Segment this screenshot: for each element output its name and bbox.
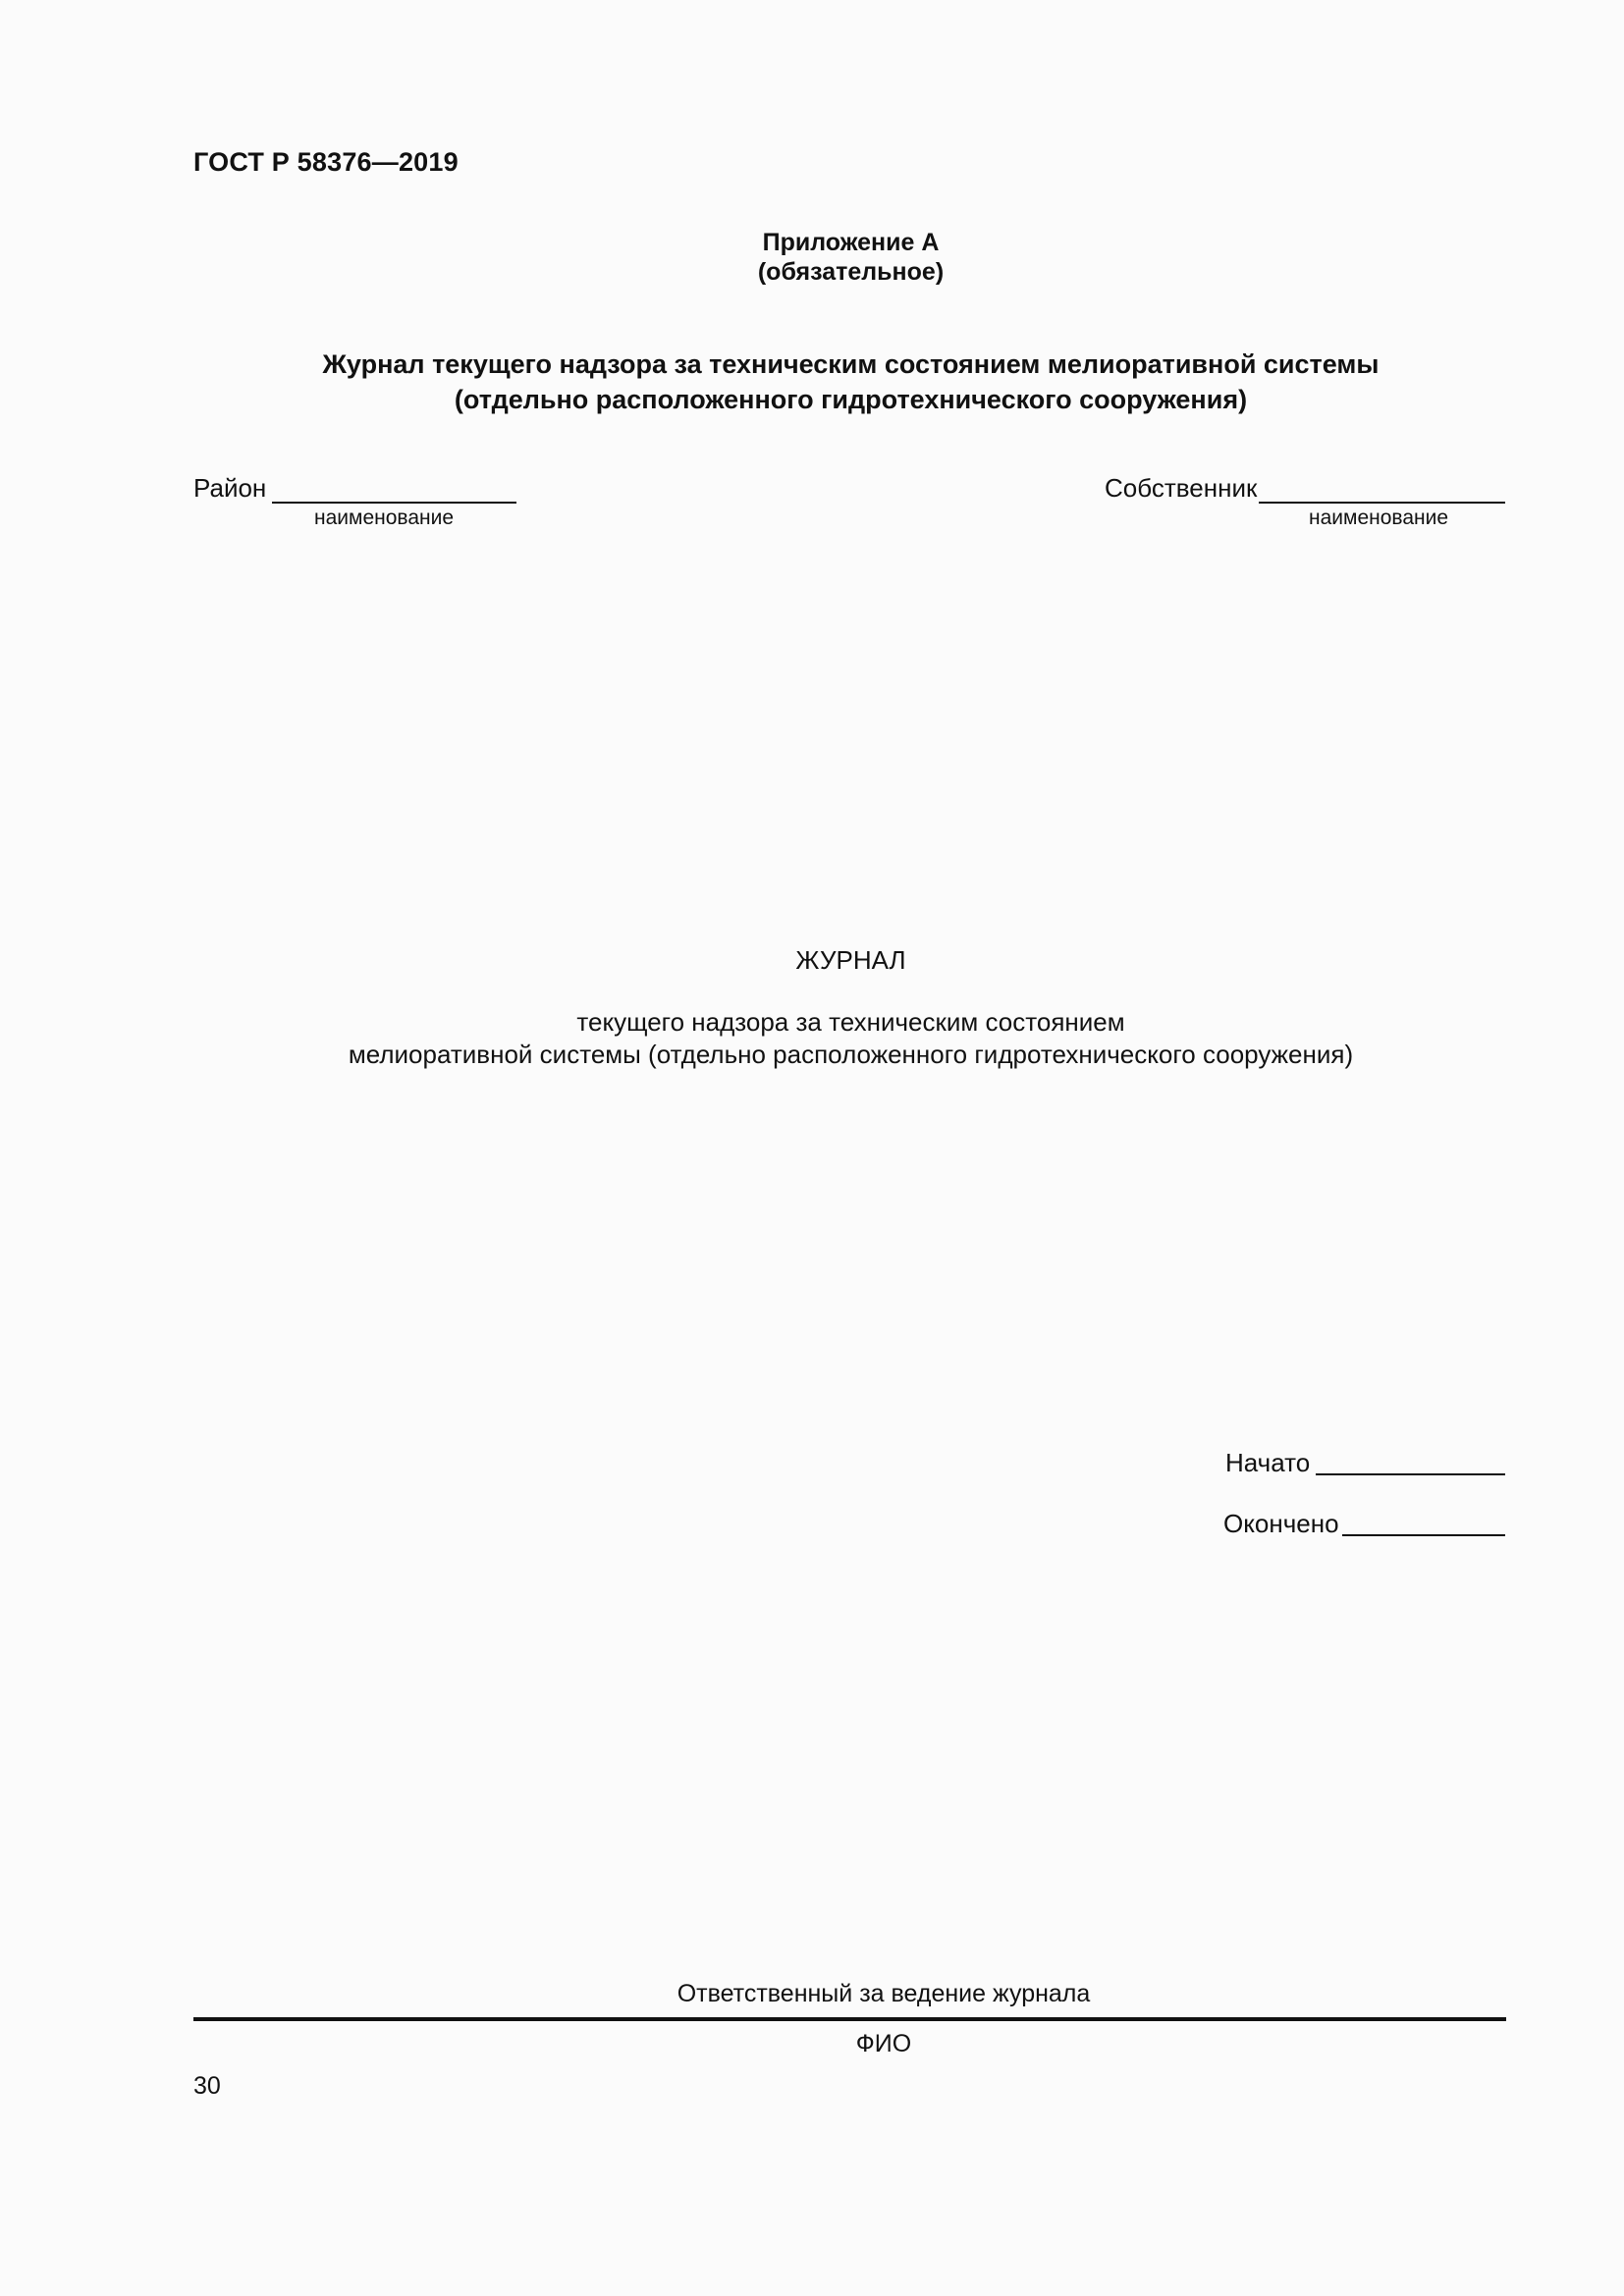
owner-fill-line[interactable]	[1259, 502, 1505, 504]
finished-label: Окончено	[1223, 1509, 1339, 1538]
district-caption: наименование	[314, 507, 455, 529]
fio-caption: ФИО	[855, 2030, 912, 2057]
document-heading-line-1: Журнал текущего надзора за техническим состоянием мелиоративной системы	[322, 349, 1380, 379]
journal-subtitle-line-2: мелиоративной системы (отдельно расположенного гидротехнического сооружения)	[348, 1040, 1354, 1069]
appendix-title: Приложение А	[762, 229, 940, 256]
district-label: Район	[193, 473, 267, 503]
appendix-note: (обязательное)	[757, 258, 945, 286]
responsible-label: Ответственный за ведение журнала	[677, 1980, 1091, 2007]
district-fill-line[interactable]	[272, 502, 516, 504]
page-number: 30	[193, 2072, 221, 2100]
responsible-fill-line[interactable]	[193, 2017, 1506, 2021]
owner-label: Собственник	[1105, 473, 1258, 503]
journal-title: ЖУРНАЛ	[795, 945, 906, 975]
standard-number: ГОСТ Р 58376—2019	[193, 147, 459, 177]
finished-fill-line[interactable]	[1342, 1534, 1505, 1536]
document-heading-line-2: (отдельно расположенного гидротехнического сооружения)	[454, 385, 1248, 414]
journal-subtitle-line-1: текущего надзора за техническим состоянием	[576, 1007, 1125, 1037]
owner-caption: наименование	[1309, 507, 1449, 529]
started-fill-line[interactable]	[1316, 1473, 1505, 1475]
started-label: Начато	[1225, 1448, 1311, 1477]
